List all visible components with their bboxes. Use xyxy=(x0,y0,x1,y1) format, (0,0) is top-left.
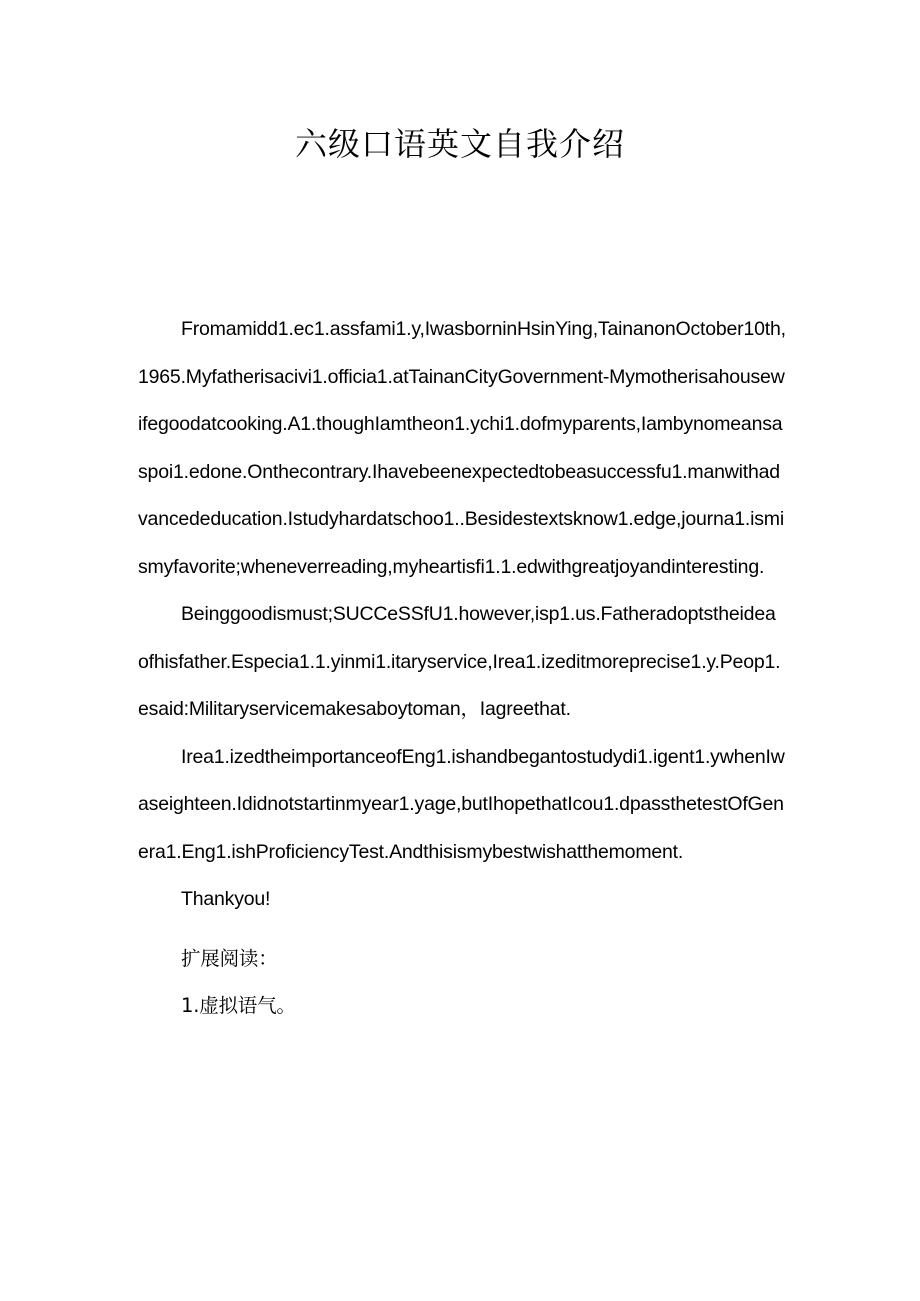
document-body xyxy=(138,306,786,1030)
page-title: 六级口语英文自我介绍 xyxy=(294,125,625,163)
paragraph-intro: Fromamidd1.ec1.assfami1.y,IwasborninHsinYing,TainanonOctober10th,1965.Myfatherisacivi1.officia1.atTainanCityGovernment-Mymotherisahousewifegoodatcooking.A1.thoughIamtheon1.ychi1.dofmyparents,Iambynomeansaspoi1.edone.Onthecontrary.Ihavebeenexpectedtobeasuccessfu1.manwithadvancededucation.Istudyhardatschoo1..Besidestextsknow1.edge,journa1.ismismyfavorite;wheneverreading,myheartisfi1.1.edwithgreatjoyandinteresting. xyxy=(138,318,786,578)
paragraph-thanks: Thankyou! xyxy=(181,888,271,910)
extended-reading-label: 扩展阅读： xyxy=(181,946,278,970)
paragraph-military-service: Beinggoodismust;SUCCeSSfU1.however,isp1.us.Fatheradoptstheideaofhisfather.Especia1.1.yinmi1.itaryservice,Irea1.izeditmoreprecise1.y.Peop1.esaid:Militaryservicemakesaboytoman，Iagreethat. xyxy=(138,603,781,720)
list-item-subjunctive: 1.虚拟语气。 xyxy=(181,994,296,1017)
paragraph-english-study: Irea1.izedtheimportanceofEng1.ishandbegantostudydi1.igent1.ywhenIwaseighteen.Ididnotstartinmyear1.yage,butIhopethatIcou1.dpassthetestOfGenera1.Eng1.ishProficiencyTest.Andthisismybestwishatthemoment. xyxy=(138,745,785,863)
